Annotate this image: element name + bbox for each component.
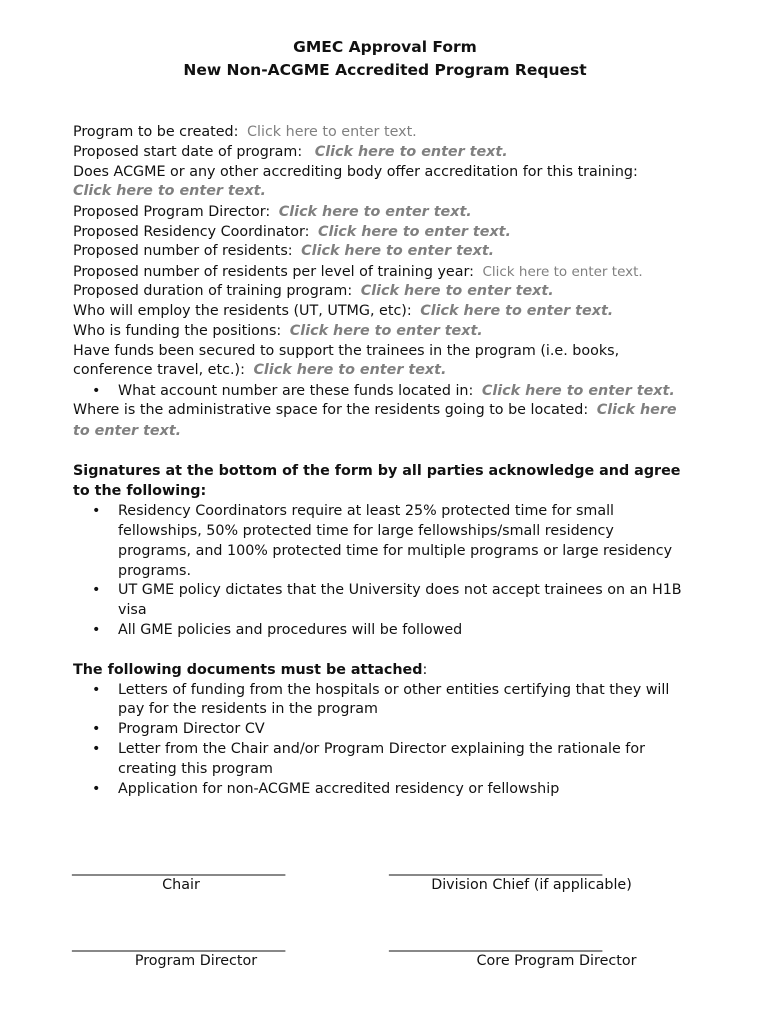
list-item: All GME policies and procedures will be followed — [118, 622, 463, 638]
field-label: Proposed Residency Coordinator: — [73, 224, 310, 240]
duration-input[interactable]: Click here to enter text. — [360, 283, 554, 299]
bullet-glyph: • — [92, 781, 101, 797]
list-item-cont: visa — [118, 602, 147, 618]
bullet-glyph: • — [92, 622, 101, 638]
field-director — [73, 202, 472, 222]
field-label: Proposed Program Director: — [73, 204, 271, 220]
documents-heading-text: The following documents must be attached — [73, 662, 423, 678]
bullet-glyph: • — [92, 721, 101, 737]
account-number-input[interactable]: Click here to enter text. — [481, 383, 675, 399]
funding-input[interactable]: Click here to enter text. — [289, 323, 483, 339]
list-item-cont: pay for the residents in the program — [118, 701, 378, 717]
signature-line-program-director[interactable]: ________________________________ — [72, 936, 285, 952]
bullet-glyph: • — [92, 682, 101, 698]
coordinator-input[interactable]: Click here to enter text. — [318, 224, 511, 240]
field-label: Proposed number of residents: — [73, 243, 293, 259]
list-item: Residency Coordinators require at least 25% protected time for small — [118, 503, 615, 519]
field-program — [73, 122, 417, 142]
signature-line-core-program-director[interactable]: ________________________________ — [389, 936, 602, 952]
signature-label-core-program-director: Core Program Director — [476, 953, 637, 969]
bullet-glyph: • — [92, 741, 101, 757]
signatures-heading-cont: to the following: — [73, 483, 207, 499]
num-residents-input[interactable]: Click here to enter text. — [301, 243, 495, 259]
signature-line-division-chief[interactable]: ________________________________ — [389, 860, 602, 876]
field-label: Proposed duration of training program: — [73, 283, 353, 299]
list-item-cont: programs, and 100% protected time for multiple programs or large residency — [118, 543, 673, 559]
admin-space-input-cont[interactable]: to enter text. — [73, 423, 182, 439]
field-coordinator — [73, 222, 511, 242]
list-item-cont: programs. — [118, 563, 192, 579]
field-label: Where is the administrative space for the residents going to be located: — [73, 402, 589, 418]
list-item-cont: fellowships, 50% protected time for large fellowships/small residency — [118, 523, 614, 539]
field-start-date — [73, 142, 508, 162]
field-label: Who will employ the residents (UT, UTMG, etc): — [73, 303, 412, 319]
list-item: Program Director CV — [118, 721, 265, 737]
per-level-input[interactable]: Click here to enter text. — [482, 264, 643, 280]
employer-input[interactable]: Click here to enter text. — [420, 303, 614, 319]
signature-label-division-chief: Division Chief (if applicable) — [431, 877, 632, 893]
program-input[interactable]: Click here to enter text. — [247, 124, 417, 140]
signatures-heading: Signatures at the bottom of the form by all parties acknowledge and agree — [73, 463, 681, 479]
field-funds-secured-cont — [73, 360, 446, 380]
documents-heading-colon: : — [422, 662, 428, 678]
field-employer — [73, 301, 613, 321]
field-funds-secured — [73, 341, 619, 361]
director-input[interactable]: Click here to enter text. — [278, 204, 472, 220]
start-date-input[interactable]: Click here to enter text. — [314, 144, 508, 160]
admin-space-input[interactable]: Click here — [596, 402, 677, 418]
bullet-glyph: • — [92, 383, 101, 399]
signature-label-chair: Chair — [162, 877, 200, 893]
field-admin-space-cont — [73, 421, 181, 441]
field-accreditation-value — [73, 181, 266, 201]
funds-secured-input[interactable]: Click here to enter text. — [253, 362, 447, 378]
form-title: GMEC Approval Form — [293, 38, 477, 56]
field-per-level — [73, 262, 643, 282]
list-item-cont: creating this program — [118, 761, 273, 777]
field-admin-space — [73, 400, 677, 420]
signature-label-program-director: Program Director — [134, 953, 258, 969]
bullet-glyph: • — [92, 503, 101, 519]
field-label: Who is funding the positions: — [73, 323, 282, 339]
accreditation-input[interactable]: Click here to enter text. — [73, 183, 266, 199]
field-label: Does ACGME or any other accrediting body offer accreditation for this training: — [73, 164, 638, 180]
field-label: Program to be created: — [73, 124, 239, 140]
list-item: Letter from the Chair and/or Program Director explaining the rationale for — [118, 741, 645, 757]
field-account-number — [118, 381, 675, 401]
list-item: Application for non-ACGME accredited residency or fellowship — [118, 781, 560, 797]
field-funding — [73, 321, 483, 341]
field-duration — [73, 281, 554, 301]
field-label: Proposed start date of program: — [73, 144, 303, 160]
field-label: Have funds been secured to support the trainees in the program (i.e. books, — [73, 343, 620, 359]
signature-line-chair[interactable]: ________________________________ — [72, 860, 285, 876]
list-item: UT GME policy dictates that the University does not accept trainees on an H1B — [118, 582, 682, 598]
bullet-glyph: • — [92, 582, 101, 598]
field-label: Proposed number of residents per level of training year: — [73, 264, 474, 280]
field-label: conference travel, etc.): — [73, 362, 245, 378]
list-item: Letters of funding from the hospitals or other entities certifying that they will — [118, 682, 670, 698]
field-accreditation — [73, 162, 638, 182]
documents-heading — [73, 660, 427, 680]
field-num-residents — [73, 241, 494, 261]
form-subtitle: New Non-ACGME Accredited Program Request — [183, 61, 587, 79]
field-label: What account number are these funds located in: — [118, 383, 474, 399]
